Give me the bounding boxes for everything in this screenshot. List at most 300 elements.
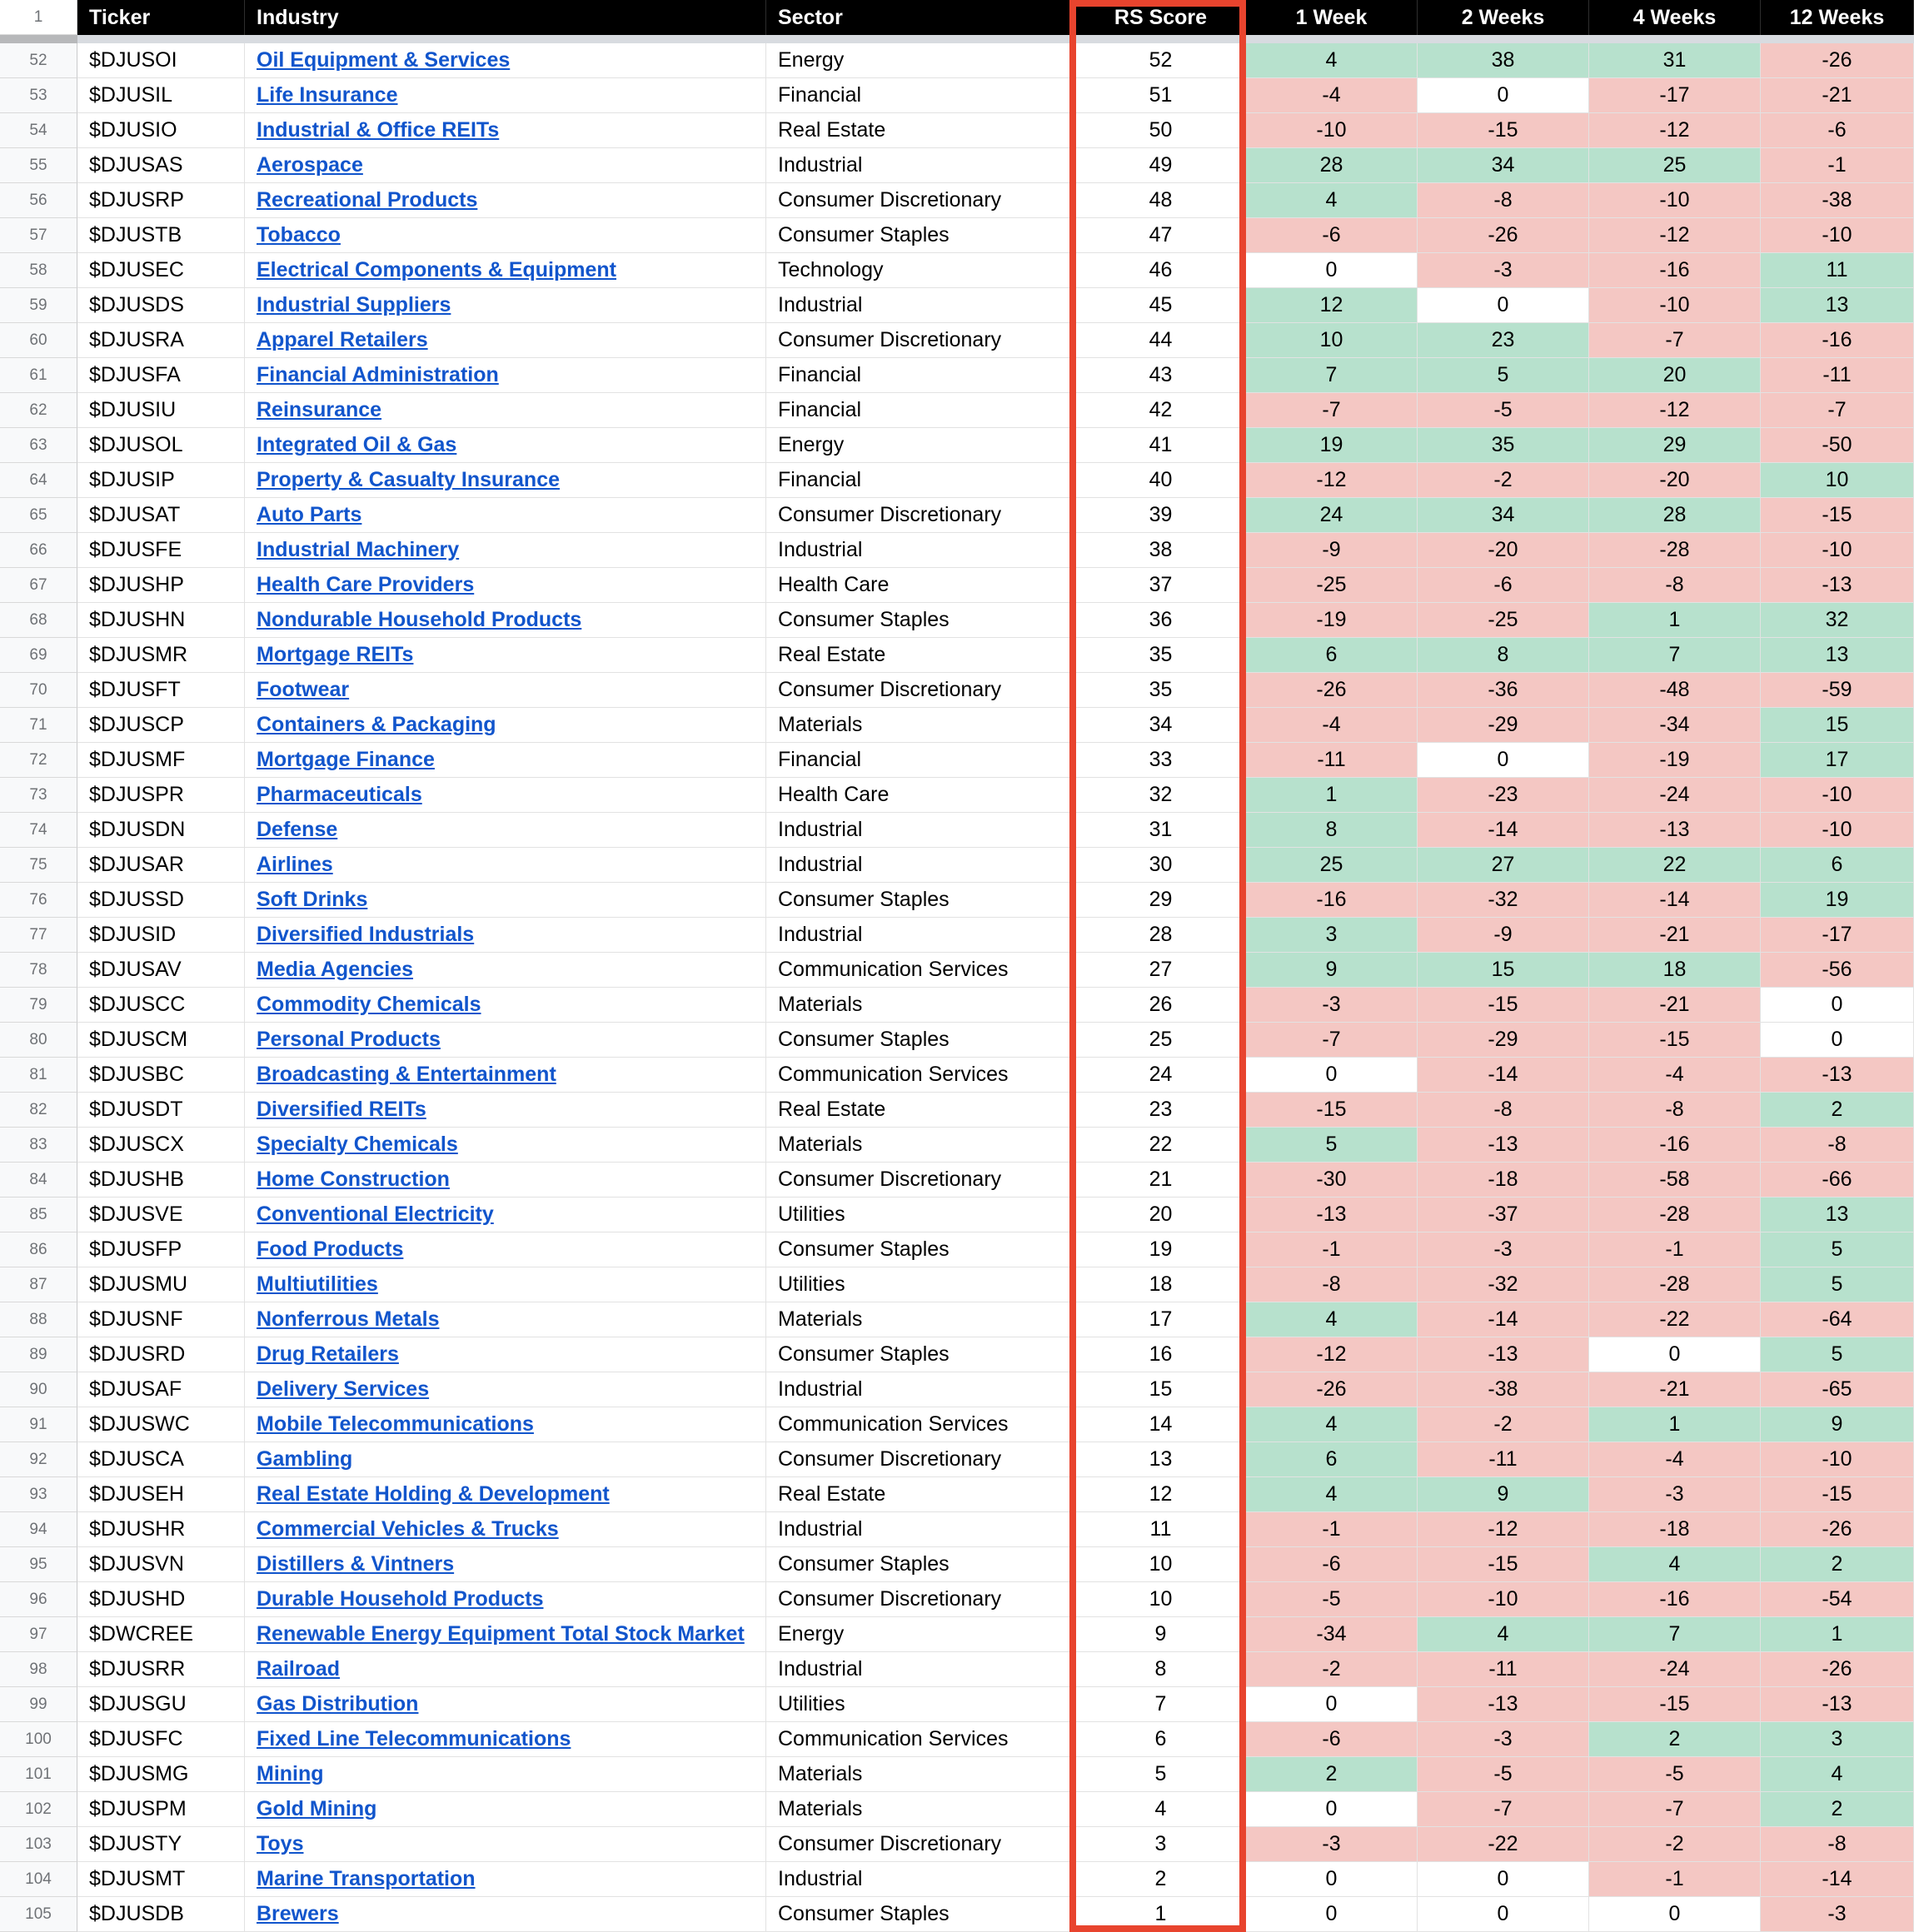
1-week-cell[interactable]: -19	[1246, 603, 1418, 638]
4-weeks-cell[interactable]: -58	[1589, 1163, 1761, 1198]
12-weeks-cell[interactable]: -6	[1761, 113, 1914, 148]
4-weeks-cell[interactable]: -28	[1589, 1267, 1761, 1302]
4-weeks-cell[interactable]: -5	[1589, 1757, 1761, 1792]
2-weeks-cell[interactable]: -25	[1418, 603, 1589, 638]
12-weeks-cell[interactable]: 19	[1761, 883, 1914, 918]
ticker-cell[interactable]: $DJUSTY	[77, 1827, 245, 1862]
ticker-cell[interactable]: $DJUSEH	[77, 1477, 245, 1512]
rs-score-cell[interactable]: 16	[1076, 1337, 1246, 1372]
12-weeks-cell[interactable]: -54	[1761, 1582, 1914, 1617]
4-weeks-cell[interactable]: -12	[1589, 218, 1761, 253]
12-weeks-cell[interactable]: -10	[1761, 533, 1914, 568]
12-weeks-cell[interactable]: -50	[1761, 428, 1914, 463]
rs-score-cell[interactable]: 34	[1076, 708, 1246, 743]
industry-link[interactable]: Marine Transportation	[257, 1867, 476, 1890]
1-week-cell[interactable]: -8	[1246, 1267, 1418, 1302]
row-number[interactable]: 82	[0, 1093, 77, 1128]
rs-score-cell[interactable]: 30	[1076, 848, 1246, 883]
2-weeks-cell[interactable]: 23	[1418, 323, 1589, 358]
rs-score-cell[interactable]: 2	[1076, 1862, 1246, 1897]
sector-cell[interactable]: Communication Services	[766, 953, 1076, 988]
4-weeks-cell[interactable]: -3	[1589, 1477, 1761, 1512]
sector-cell[interactable]: Industrial	[766, 148, 1076, 183]
1-week-cell[interactable]: -25	[1246, 568, 1418, 603]
industry-link[interactable]: Railroad	[257, 1657, 341, 1681]
sector-cell[interactable]: Energy	[766, 1617, 1076, 1652]
sector-cell[interactable]: Materials	[766, 1757, 1076, 1792]
12-weeks-cell[interactable]: 5	[1761, 1232, 1914, 1267]
row-number[interactable]: 97	[0, 1617, 77, 1652]
ticker-cell[interactable]: $DJUSVN	[77, 1547, 245, 1582]
rs-score-cell[interactable]: 4	[1076, 1792, 1246, 1827]
12-weeks-cell[interactable]: -3	[1761, 1897, 1914, 1932]
4-weeks-cell[interactable]: 7	[1589, 1617, 1761, 1652]
4-weeks-cell[interactable]: -21	[1589, 988, 1761, 1023]
4-weeks-cell[interactable]: -4	[1589, 1442, 1761, 1477]
row-number[interactable]: 67	[0, 568, 77, 603]
12-weeks-cell[interactable]: -59	[1761, 673, 1914, 708]
ticker-cell[interactable]: $DJUSOI	[77, 43, 245, 78]
ticker-cell[interactable]: $DJUSMU	[77, 1267, 245, 1302]
12-weeks-cell[interactable]: -16	[1761, 323, 1914, 358]
sector-cell[interactable]: Industrial	[766, 848, 1076, 883]
12-weeks-cell[interactable]: -10	[1761, 813, 1914, 848]
1-week-cell[interactable]: -10	[1246, 113, 1418, 148]
sector-cell[interactable]: Materials	[766, 1128, 1076, 1163]
row-number[interactable]: 52	[0, 43, 77, 78]
12-weeks-cell[interactable]: 2	[1761, 1093, 1914, 1128]
rs-score-cell[interactable]: 29	[1076, 883, 1246, 918]
1-week-cell[interactable]: -26	[1246, 673, 1418, 708]
row-number[interactable]: 102	[0, 1792, 77, 1827]
1-week-cell[interactable]: 0	[1246, 1862, 1418, 1897]
4-weeks-cell[interactable]: 29	[1589, 428, 1761, 463]
rs-score-cell[interactable]: 32	[1076, 778, 1246, 813]
industry-link[interactable]: Electrical Components & Equipment	[257, 258, 617, 281]
industry-link[interactable]: Nondurable Household Products	[257, 608, 582, 631]
sector-cell[interactable]: Consumer Discretionary	[766, 1163, 1076, 1198]
ticker-cell[interactable]: $DJUSHP	[77, 568, 245, 603]
industry-link[interactable]: Distillers & Vintners	[257, 1552, 455, 1576]
col-header-12-weeks[interactable]: 12 Weeks	[1761, 0, 1914, 35]
12-weeks-cell[interactable]: 11	[1761, 253, 1914, 288]
row-number[interactable]: 68	[0, 603, 77, 638]
2-weeks-cell[interactable]: 34	[1418, 148, 1589, 183]
sector-cell[interactable]: Industrial	[766, 1372, 1076, 1407]
sector-cell[interactable]: Consumer Discretionary	[766, 1582, 1076, 1617]
corner-row-number[interactable]: 1	[0, 0, 77, 35]
row-number[interactable]: 84	[0, 1163, 77, 1198]
rs-score-cell[interactable]: 38	[1076, 533, 1246, 568]
industry-link[interactable]: Real Estate Holding & Development	[257, 1482, 610, 1506]
ticker-cell[interactable]: $DJUSCX	[77, 1128, 245, 1163]
sector-cell[interactable]: Utilities	[766, 1267, 1076, 1302]
1-week-cell[interactable]: -3	[1246, 1827, 1418, 1862]
sector-cell[interactable]: Communication Services	[766, 1722, 1076, 1757]
1-week-cell[interactable]: -1	[1246, 1512, 1418, 1547]
1-week-cell[interactable]: -7	[1246, 393, 1418, 428]
12-weeks-cell[interactable]: -15	[1761, 1477, 1914, 1512]
industry-link[interactable]: Renewable Energy Equipment Total Stock Market	[257, 1622, 745, 1646]
sector-cell[interactable]: Consumer Discretionary	[766, 673, 1076, 708]
rs-score-cell[interactable]: 51	[1076, 78, 1246, 113]
industry-link[interactable]: Soft Drinks	[257, 888, 368, 911]
4-weeks-cell[interactable]: -20	[1589, 463, 1761, 498]
12-weeks-cell[interactable]: -64	[1761, 1302, 1914, 1337]
sector-cell[interactable]: Consumer Staples	[766, 1232, 1076, 1267]
col-header-2-weeks[interactable]: 2 Weeks	[1418, 0, 1589, 35]
ticker-cell[interactable]: $DJUSIP	[77, 463, 245, 498]
12-weeks-cell[interactable]: -15	[1761, 498, 1914, 533]
sector-cell[interactable]: Health Care	[766, 568, 1076, 603]
industry-link[interactable]: Drug Retailers	[257, 1342, 399, 1366]
4-weeks-cell[interactable]: 31	[1589, 43, 1761, 78]
col-header-1-week[interactable]: 1 Week	[1246, 0, 1418, 35]
ticker-cell[interactable]: $DJUSIU	[77, 393, 245, 428]
4-weeks-cell[interactable]: -18	[1589, 1512, 1761, 1547]
2-weeks-cell[interactable]: -3	[1418, 1722, 1589, 1757]
ticker-cell[interactable]: $DJUSMT	[77, 1862, 245, 1897]
2-weeks-cell[interactable]: -14	[1418, 1058, 1589, 1093]
4-weeks-cell[interactable]: -48	[1589, 673, 1761, 708]
industry-link[interactable]: Industrial & Office REITs	[257, 118, 500, 142]
row-number[interactable]: 77	[0, 918, 77, 953]
ticker-cell[interactable]: $DJUSCC	[77, 988, 245, 1023]
2-weeks-cell[interactable]: -29	[1418, 1023, 1589, 1058]
sector-cell[interactable]: Consumer Discretionary	[766, 1827, 1076, 1862]
4-weeks-cell[interactable]: 0	[1589, 1337, 1761, 1372]
12-weeks-cell[interactable]: 0	[1761, 988, 1914, 1023]
row-number[interactable]: 100	[0, 1722, 77, 1757]
industry-link[interactable]: Gold Mining	[257, 1797, 377, 1820]
4-weeks-cell[interactable]: -19	[1589, 743, 1761, 778]
2-weeks-cell[interactable]: -20	[1418, 533, 1589, 568]
1-week-cell[interactable]: 0	[1246, 1058, 1418, 1093]
1-week-cell[interactable]: -34	[1246, 1617, 1418, 1652]
12-weeks-cell[interactable]: 5	[1761, 1267, 1914, 1302]
2-weeks-cell[interactable]: -2	[1418, 1407, 1589, 1442]
row-number[interactable]: 105	[0, 1897, 77, 1932]
row-number[interactable]: 79	[0, 988, 77, 1023]
sector-cell[interactable]: Consumer Staples	[766, 1337, 1076, 1372]
1-week-cell[interactable]: -7	[1246, 1023, 1418, 1058]
2-weeks-cell[interactable]: -32	[1418, 1267, 1589, 1302]
industry-link[interactable]: Auto Parts	[257, 503, 362, 526]
12-weeks-cell[interactable]: 15	[1761, 708, 1914, 743]
ticker-cell[interactable]: $DJUSRD	[77, 1337, 245, 1372]
2-weeks-cell[interactable]: 34	[1418, 498, 1589, 533]
12-weeks-cell[interactable]: 3	[1761, 1722, 1914, 1757]
4-weeks-cell[interactable]: 28	[1589, 498, 1761, 533]
sector-cell[interactable]: Consumer Discretionary	[766, 498, 1076, 533]
rs-score-cell[interactable]: 19	[1076, 1232, 1246, 1267]
industry-link[interactable]: Oil Equipment & Services	[257, 48, 511, 72]
sector-cell[interactable]: Materials	[766, 1302, 1076, 1337]
industry-link[interactable]: Footwear	[257, 678, 350, 701]
ticker-cell[interactable]: $DJUSHB	[77, 1163, 245, 1198]
2-weeks-cell[interactable]: 15	[1418, 953, 1589, 988]
row-number[interactable]: 59	[0, 288, 77, 323]
row-number[interactable]: 89	[0, 1337, 77, 1372]
sector-cell[interactable]: Materials	[766, 708, 1076, 743]
sector-cell[interactable]: Communication Services	[766, 1407, 1076, 1442]
row-number[interactable]: 63	[0, 428, 77, 463]
4-weeks-cell[interactable]: -28	[1589, 533, 1761, 568]
2-weeks-cell[interactable]: 5	[1418, 358, 1589, 393]
industry-link[interactable]: Industrial Machinery	[257, 538, 460, 561]
1-week-cell[interactable]: 3	[1246, 918, 1418, 953]
rs-score-cell[interactable]: 35	[1076, 638, 1246, 673]
rs-score-cell[interactable]: 15	[1076, 1372, 1246, 1407]
4-weeks-cell[interactable]: -12	[1589, 393, 1761, 428]
industry-link[interactable]: Mobile Telecommunications	[257, 1412, 534, 1436]
row-number[interactable]: 72	[0, 743, 77, 778]
2-weeks-cell[interactable]: -5	[1418, 1757, 1589, 1792]
ticker-cell[interactable]: $DJUSIL	[77, 78, 245, 113]
1-week-cell[interactable]: -26	[1246, 1372, 1418, 1407]
industry-link[interactable]: Recreational Products	[257, 188, 478, 212]
rs-score-cell[interactable]: 41	[1076, 428, 1246, 463]
1-week-cell[interactable]: 0	[1246, 253, 1418, 288]
ticker-cell[interactable]: $DJUSHN	[77, 603, 245, 638]
2-weeks-cell[interactable]: -2	[1418, 463, 1589, 498]
2-weeks-cell[interactable]: 0	[1418, 743, 1589, 778]
4-weeks-cell[interactable]: 20	[1589, 358, 1761, 393]
ticker-cell[interactable]: $DJUSSD	[77, 883, 245, 918]
1-week-cell[interactable]: 2	[1246, 1757, 1418, 1792]
12-weeks-cell[interactable]: -1	[1761, 148, 1914, 183]
4-weeks-cell[interactable]: -8	[1589, 568, 1761, 603]
1-week-cell[interactable]: 24	[1246, 498, 1418, 533]
2-weeks-cell[interactable]: -8	[1418, 1093, 1589, 1128]
ticker-cell[interactable]: $DWCREE	[77, 1617, 245, 1652]
ticker-cell[interactable]: $DJUSMR	[77, 638, 245, 673]
sector-cell[interactable]: Consumer Staples	[766, 603, 1076, 638]
1-week-cell[interactable]: -4	[1246, 708, 1418, 743]
1-week-cell[interactable]: -5	[1246, 1582, 1418, 1617]
12-weeks-cell[interactable]: 6	[1761, 848, 1914, 883]
sector-cell[interactable]: Real Estate	[766, 1093, 1076, 1128]
rs-score-cell[interactable]: 33	[1076, 743, 1246, 778]
ticker-cell[interactable]: $DJUSAS	[77, 148, 245, 183]
12-weeks-cell[interactable]: 5	[1761, 1337, 1914, 1372]
row-number[interactable]: 57	[0, 218, 77, 253]
ticker-cell[interactable]: $DJUSHR	[77, 1512, 245, 1547]
row-number[interactable]: 69	[0, 638, 77, 673]
row-number[interactable]: 93	[0, 1477, 77, 1512]
sector-cell[interactable]: Industrial	[766, 1652, 1076, 1687]
1-week-cell[interactable]: 25	[1246, 848, 1418, 883]
12-weeks-cell[interactable]: 2	[1761, 1792, 1914, 1827]
sector-cell[interactable]: Financial	[766, 743, 1076, 778]
4-weeks-cell[interactable]: -24	[1589, 1652, 1761, 1687]
row-number[interactable]: 98	[0, 1652, 77, 1687]
sector-cell[interactable]: Industrial	[766, 288, 1076, 323]
industry-link[interactable]: Life Insurance	[257, 83, 398, 107]
4-weeks-cell[interactable]: -28	[1589, 1198, 1761, 1232]
row-number[interactable]: 55	[0, 148, 77, 183]
2-weeks-cell[interactable]: -15	[1418, 988, 1589, 1023]
sector-cell[interactable]: Industrial	[766, 918, 1076, 953]
1-week-cell[interactable]: -12	[1246, 1337, 1418, 1372]
12-weeks-cell[interactable]: -56	[1761, 953, 1914, 988]
4-weeks-cell[interactable]: -16	[1589, 253, 1761, 288]
2-weeks-cell[interactable]: 27	[1418, 848, 1589, 883]
rs-score-cell[interactable]: 5	[1076, 1757, 1246, 1792]
4-weeks-cell[interactable]: -22	[1589, 1302, 1761, 1337]
ticker-cell[interactable]: $DJUSDN	[77, 813, 245, 848]
ticker-cell[interactable]: $DJUSAT	[77, 498, 245, 533]
rs-score-cell[interactable]: 43	[1076, 358, 1246, 393]
row-number[interactable]: 61	[0, 358, 77, 393]
col-header-rs-score[interactable]: RS Score	[1076, 0, 1246, 35]
industry-link[interactable]: Gas Distribution	[257, 1692, 419, 1715]
12-weeks-cell[interactable]: 17	[1761, 743, 1914, 778]
rs-score-cell[interactable]: 23	[1076, 1093, 1246, 1128]
12-weeks-cell[interactable]: -10	[1761, 1442, 1914, 1477]
12-weeks-cell[interactable]: 10	[1761, 463, 1914, 498]
2-weeks-cell[interactable]: -13	[1418, 1128, 1589, 1163]
row-number[interactable]: 76	[0, 883, 77, 918]
1-week-cell[interactable]: 7	[1246, 358, 1418, 393]
rs-score-cell[interactable]: 26	[1076, 988, 1246, 1023]
industry-link[interactable]: Industrial Suppliers	[257, 293, 451, 316]
12-weeks-cell[interactable]: -10	[1761, 778, 1914, 813]
4-weeks-cell[interactable]: -13	[1589, 813, 1761, 848]
4-weeks-cell[interactable]: 18	[1589, 953, 1761, 988]
rs-score-cell[interactable]: 31	[1076, 813, 1246, 848]
rs-score-cell[interactable]: 8	[1076, 1652, 1246, 1687]
ticker-cell[interactable]: $DJUSRP	[77, 183, 245, 218]
industry-link[interactable]: Integrated Oil & Gas	[257, 433, 457, 456]
sector-cell[interactable]: Industrial	[766, 533, 1076, 568]
ticker-cell[interactable]: $DJUSRR	[77, 1652, 245, 1687]
ticker-cell[interactable]: $DJUSFT	[77, 673, 245, 708]
industry-link[interactable]: Reinsurance	[257, 398, 382, 421]
4-weeks-cell[interactable]: -17	[1589, 78, 1761, 113]
rs-score-cell[interactable]: 18	[1076, 1267, 1246, 1302]
row-number[interactable]: 86	[0, 1232, 77, 1267]
4-weeks-cell[interactable]: -21	[1589, 918, 1761, 953]
12-weeks-cell[interactable]: 13	[1761, 1198, 1914, 1232]
sector-cell[interactable]: Energy	[766, 428, 1076, 463]
rs-score-cell[interactable]: 47	[1076, 218, 1246, 253]
ticker-cell[interactable]: $DJUSMF	[77, 743, 245, 778]
row-number[interactable]: 99	[0, 1687, 77, 1722]
ticker-cell[interactable]: $DJUSCA	[77, 1442, 245, 1477]
rs-score-cell[interactable]: 22	[1076, 1128, 1246, 1163]
industry-link[interactable]: Nonferrous Metals	[257, 1307, 440, 1331]
industry-link[interactable]: Defense	[257, 818, 338, 841]
rs-score-cell[interactable]: 10	[1076, 1547, 1246, 1582]
ticker-cell[interactable]: $DJUSID	[77, 918, 245, 953]
1-week-cell[interactable]: 4	[1246, 183, 1418, 218]
col-header-sector[interactable]: Sector	[766, 0, 1076, 35]
4-weeks-cell[interactable]: -7	[1589, 1792, 1761, 1827]
sector-cell[interactable]: Real Estate	[766, 638, 1076, 673]
industry-link[interactable]: Toys	[257, 1832, 304, 1855]
industry-link[interactable]: Diversified REITs	[257, 1098, 426, 1121]
ticker-cell[interactable]: $DJUSDT	[77, 1093, 245, 1128]
sector-cell[interactable]: Utilities	[766, 1687, 1076, 1722]
1-week-cell[interactable]: 28	[1246, 148, 1418, 183]
industry-link[interactable]: Fixed Line Telecommunications	[257, 1727, 571, 1750]
ticker-cell[interactable]: $DJUSMG	[77, 1757, 245, 1792]
rs-score-cell[interactable]: 48	[1076, 183, 1246, 218]
1-week-cell[interactable]: 6	[1246, 638, 1418, 673]
4-weeks-cell[interactable]: -16	[1589, 1582, 1761, 1617]
2-weeks-cell[interactable]: -5	[1418, 393, 1589, 428]
ticker-cell[interactable]: $DJUSHD	[77, 1582, 245, 1617]
ticker-cell[interactable]: $DJUSDS	[77, 288, 245, 323]
12-weeks-cell[interactable]: -7	[1761, 393, 1914, 428]
4-weeks-cell[interactable]: 4	[1589, 1547, 1761, 1582]
sector-cell[interactable]: Consumer Staples	[766, 1023, 1076, 1058]
industry-link[interactable]: Airlines	[257, 853, 333, 876]
row-number[interactable]: 58	[0, 253, 77, 288]
rs-score-cell[interactable]: 37	[1076, 568, 1246, 603]
row-number[interactable]: 66	[0, 533, 77, 568]
row-number[interactable]: 85	[0, 1198, 77, 1232]
row-number[interactable]: 74	[0, 813, 77, 848]
2-weeks-cell[interactable]: -18	[1418, 1163, 1589, 1198]
sector-cell[interactable]: Materials	[766, 988, 1076, 1023]
12-weeks-cell[interactable]: -17	[1761, 918, 1914, 953]
sector-cell[interactable]: Consumer Discretionary	[766, 183, 1076, 218]
rs-score-cell[interactable]: 45	[1076, 288, 1246, 323]
12-weeks-cell[interactable]: -26	[1761, 43, 1914, 78]
2-weeks-cell[interactable]: -14	[1418, 1302, 1589, 1337]
row-number[interactable]: 62	[0, 393, 77, 428]
industry-link[interactable]: Health Care Providers	[257, 573, 475, 596]
industry-link[interactable]: Mining	[257, 1762, 324, 1785]
row-number[interactable]: 73	[0, 778, 77, 813]
ticker-cell[interactable]: $DJUSBC	[77, 1058, 245, 1093]
ticker-cell[interactable]: $DJUSPR	[77, 778, 245, 813]
4-weeks-cell[interactable]: -4	[1589, 1058, 1761, 1093]
ticker-cell[interactable]: $DJUSOL	[77, 428, 245, 463]
1-week-cell[interactable]: -6	[1246, 1722, 1418, 1757]
1-week-cell[interactable]: 1	[1246, 778, 1418, 813]
row-number[interactable]: 103	[0, 1827, 77, 1862]
sector-cell[interactable]: Real Estate	[766, 1477, 1076, 1512]
row-number[interactable]: 54	[0, 113, 77, 148]
rs-score-cell[interactable]: 42	[1076, 393, 1246, 428]
industry-link[interactable]: Specialty Chemicals	[257, 1133, 458, 1156]
2-weeks-cell[interactable]: -13	[1418, 1337, 1589, 1372]
row-number[interactable]: 80	[0, 1023, 77, 1058]
12-weeks-cell[interactable]: 1	[1761, 1617, 1914, 1652]
4-weeks-cell[interactable]: -8	[1589, 1093, 1761, 1128]
industry-link[interactable]: Broadcasting & Entertainment	[257, 1063, 556, 1086]
ticker-cell[interactable]: $DJUSFA	[77, 358, 245, 393]
rs-score-cell[interactable]: 12	[1076, 1477, 1246, 1512]
col-header-4-weeks[interactable]: 4 Weeks	[1589, 0, 1761, 35]
2-weeks-cell[interactable]: 9	[1418, 1477, 1589, 1512]
2-weeks-cell[interactable]: 0	[1418, 288, 1589, 323]
4-weeks-cell[interactable]: -14	[1589, 883, 1761, 918]
1-week-cell[interactable]: 10	[1246, 323, 1418, 358]
1-week-cell[interactable]: -4	[1246, 78, 1418, 113]
2-weeks-cell[interactable]: -3	[1418, 253, 1589, 288]
rs-score-cell[interactable]: 35	[1076, 673, 1246, 708]
row-number[interactable]: 56	[0, 183, 77, 218]
1-week-cell[interactable]: 0	[1246, 1687, 1418, 1722]
1-week-cell[interactable]: 0	[1246, 1792, 1418, 1827]
industry-link[interactable]: Mortgage REITs	[257, 643, 414, 666]
sector-cell[interactable]: Consumer Discretionary	[766, 323, 1076, 358]
row-number[interactable]: 92	[0, 1442, 77, 1477]
